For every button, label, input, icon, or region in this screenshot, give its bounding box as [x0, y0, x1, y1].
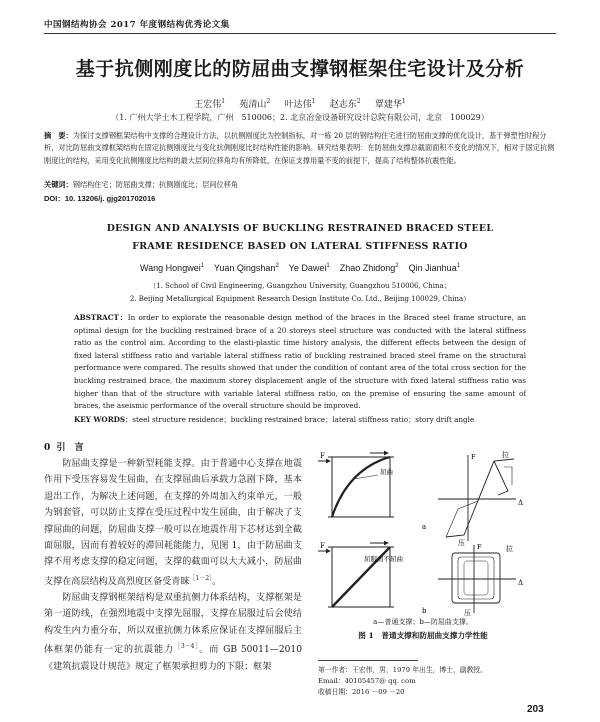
footnote-rule [318, 660, 418, 661]
abstract-cn-label: 摘 要： [44, 131, 73, 140]
author-cn: 赵志东 [329, 100, 357, 110]
label-F-axis-a: F [471, 453, 476, 461]
author-cn: 覃建华 [374, 100, 402, 110]
label-press-a: 压 [458, 539, 465, 547]
author-cn: 苑清山 [239, 100, 267, 110]
figure-caption: 图 1 普通支撑和防屈曲支撑力学性能 [358, 631, 488, 640]
citation[interactable]: ［1－2］ [189, 574, 213, 582]
author-cn: 叶达伟 [284, 100, 312, 110]
abstract-cn-text: 为探讨支撑钢框架结构中支撑的合理设计方法，以抗侧刚度比为控制指标，对一栋 20 层的钢结构住宅进行防屈曲支撑的优化设计，基于弹塑性时程分析，对比防屈曲支撑框架结构在固定抗侧刚度比与变化抗侧刚度比时结构性能的影响。研究结果表明：在防屈曲支撑总截面面积不变化的情况下，相对于固定抗侧刚度比的结构，采用变化抗侧刚度比结构的最大层间位移角均有所降低，在保证支撑用量不变的前提下，提高了结构整体抗震性能。 [44, 131, 555, 165]
hysteresis-a [438, 455, 516, 541]
sublabel-a: a [422, 523, 427, 531]
label-F-b: F [320, 542, 325, 550]
diagram-b-frame [318, 543, 394, 607]
keywords-cn: 关键词：钢结构住宅；防屈曲支撑；抗侧刚度比；层间位移角 [44, 180, 239, 189]
author-email[interactable]: Email：40105457@ qq. com [318, 677, 416, 686]
hysteresis-b [438, 545, 516, 613]
title-en: DESIGN AND ANALYSIS OF BUCKLING RESTRAINED BRACED STEEL FRAME RESIDENCE BASED ON LATERAL STIFFNESS RATIO [106, 223, 494, 252]
abstract-cn [44, 130, 556, 167]
abstract-en [74, 312, 526, 413]
author-cn: 王宏伟 [194, 100, 222, 110]
page-number: 203 [527, 704, 544, 715]
title-cn: 基于抗侧刚度比的防屈曲支撑钢框架住宅设计及分析 [75, 58, 525, 80]
affiliation-cn: （1. 广州大学土木工程学院，广州 510006；2. 北京冶金设备研究设计总院有限公司，北京 100029） [111, 113, 489, 122]
label-yield-no-buckle: 屈服而不屈曲 [364, 555, 403, 563]
diagram-a-frame [318, 453, 394, 517]
label-pull-a: 拉 [502, 451, 509, 459]
abstract-en-text: In order to explorate the reasonable design method of the braces in the Braced steel frame structure, an optimal design for the buckling restrained brace of a 20 storeys steel structure was conducted with the lateral stiffness ratio as the control aim. According to the elasti-plastic time history analysis, the different effects between the design of fixed lateral stiffness ratio and variable lateral stiffness ratio of buckling restrained braced steel frame on the structural performance were compared. The results showed that under the condition of contant area of the total cross section for the buckling restrained brace, the maximum storey displacement angle of the structure with fixed lateral stiffness ratio was higher than that of the structure with variable lateral stiffness ratio, on the premise of ensuring the same amount of braces, the aseismic performance of the overall structure should be improved. [74, 313, 526, 411]
label-delta-a: Δ [518, 499, 524, 507]
label-buckling: 屈曲 [380, 468, 393, 476]
figure-1 [318, 449, 528, 617]
footnote: 第一作者：王宏伟，男，1979 年出生，博士，副教授。 Email：40105457@ qq. com 收稿日期：2016 －09 －20 [318, 665, 554, 699]
body-paragraph-1: 防屈曲支撑是一种新型耗能支撑。由于普通中心支撑在地震作用下受压容易发生屈曲，在支撑屈曲后承载力急剧下降，基本退出工作，为解决上述问题，在支撑的外周加入约束单元，一般为钢套管，可以防止支撑在受压过程中发生屈曲，由于解决了支撑屈曲的问题，防屈曲支撑一般可以在地震作用下芯材达到全截面屈服，因而有着较好的滞回耗能能力，见图 1，由于防屈曲支撑不用考虑支撑的稳定问题，支撑的截面可以大大减小，防屈曲支撑在高层结构及高烈度区备受青睐$^{[1-2]}$。 [44, 459, 302, 587]
keywords-en: KEY WORDS：steel structure residence；buckling restrained brace；lateral stiffness ratio；story drift angle [74, 415, 475, 424]
section-heading: 0 引 言 [44, 443, 84, 453]
label-F-axis-b: F [477, 543, 482, 551]
label-F-a: F [320, 452, 325, 460]
label-pull-b: 拉 [506, 545, 513, 553]
label-delta-b: Δ [518, 579, 524, 587]
sublabel-b: b [422, 607, 427, 615]
authors-en: Wang Hongwei$^1$ Yuan Qingshan$^2$ Ye Dawei$^1$ Zhao Zhidong$^2$ Qin Jianhua$^1$ [140, 263, 460, 273]
running-header: 中国钢结构协会 2017 年度钢结构优秀论文集 [44, 20, 230, 30]
body-paragraph-2: 防屈曲支撑钢框架结构是双重抗侧力体系结构，支撑框架是第一道防线，在强烈地震中支撑先屈服，支撑在屈服过后会使结构发生内力重分布，所以双重抗侧力体系应保证在支撑屈服后主体框架仍能有一定的抗震能力$^{[3-4]}$。而 GB 50011—2010《建筑抗震设计规范》规定了框架承担剪力的下限；框架 [44, 593, 302, 672]
label-press-b: 压 [464, 609, 471, 617]
figure-subcaption: a—普通支撑；b—防屈曲支撑。 [373, 618, 473, 626]
doi[interactable]: DOI：10. 13206/j. gjg201702016 [44, 194, 156, 203]
header-rule [44, 33, 556, 34]
citation[interactable]: ［3－4］ [173, 643, 200, 651]
affiliation-en: （1. School of Civil Engineering, Guangzhou University, Guangzhou 510006, China； 2. Beijing Metallurgical Equipment Research Design Institute Co. Ltd., Beijing 100029, China） [129, 282, 471, 303]
abstract-en-label: ABSTRACT： [74, 313, 128, 322]
authors-cn: 王宏伟$^1$ 苑清山$^2$ 叶达伟$^1$ 赵志东$^2$ 覃建华$^1$ [194, 98, 406, 110]
